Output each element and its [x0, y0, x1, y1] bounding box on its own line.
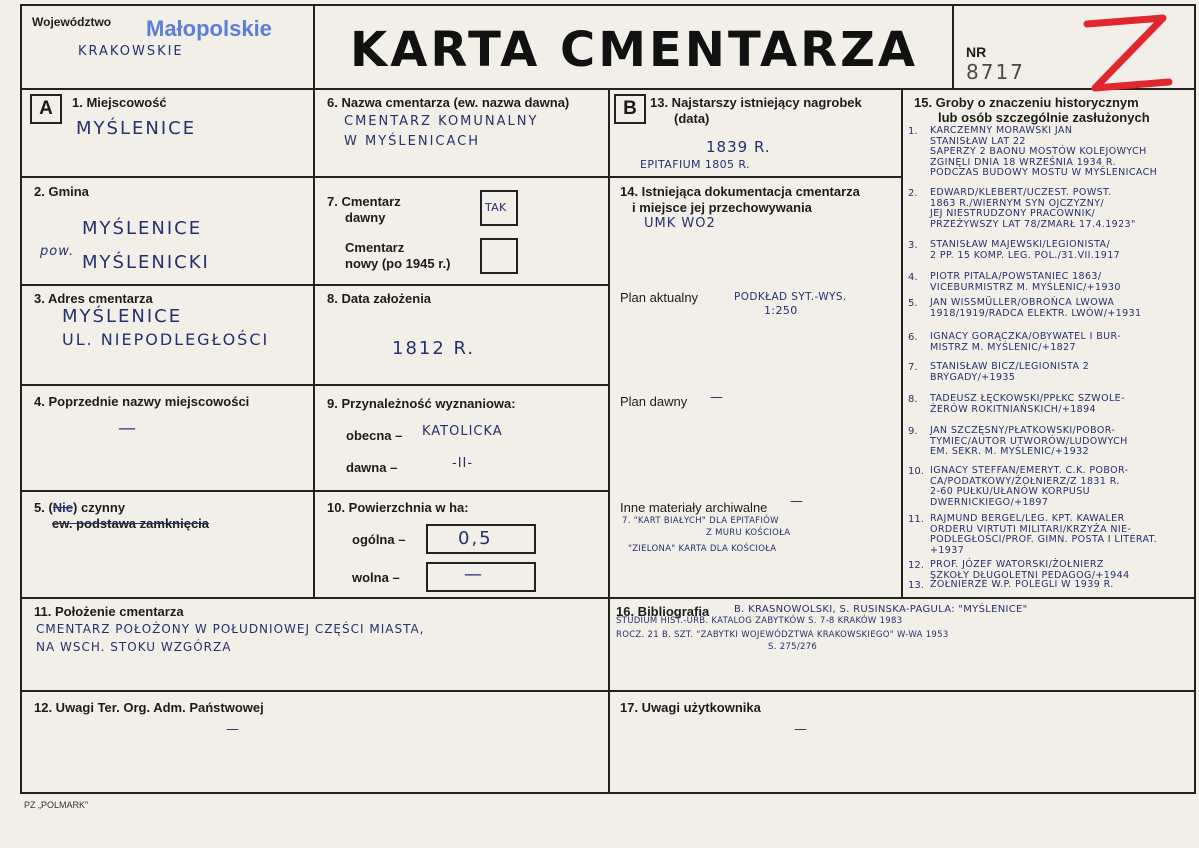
- grave-text: [930, 362, 1196, 383]
- plan-current-value: PODKŁAD SYT.-WYS.: [734, 291, 847, 303]
- grave-text-line: 1863 R./WIERNYM SYN OJCZYZNY/: [930, 197, 1105, 209]
- field-17-value: —: [794, 722, 808, 737]
- old-cemetery-checkbox[interactable]: [480, 190, 518, 226]
- field-2-pow-value: MYŚLENICKI: [82, 252, 210, 273]
- field-14-value: UMK WO2: [644, 216, 716, 231]
- nr-value: 8717: [966, 60, 1025, 84]
- field-6-line1: CMENTARZ KOMUNALNY: [344, 114, 539, 129]
- border-left: [20, 4, 22, 794]
- field-10-free-value: —: [464, 564, 484, 585]
- field-9-label: 9. Przynależność wyznaniowa:: [327, 396, 516, 411]
- field-10-total-box[interactable]: [426, 524, 536, 554]
- grave-text-line: DWERNICKIEGO/+1897: [930, 496, 1049, 508]
- grave-text-line: PROF. JÓZEF WATORSKI/ŻOŁNIERZ: [930, 559, 1104, 570]
- field-13-label2: (data): [674, 111, 710, 126]
- row-line-6: [20, 690, 1196, 692]
- grave-text-line: IGNACY GORĄCZKA/OBYWATEL I BUR-: [930, 331, 1121, 342]
- grave-text-line: SAPERZY 2 BAONU MOSTÓW KOLEJOWYCH: [930, 146, 1147, 157]
- grave-number: 8.: [908, 394, 918, 405]
- other-materials-line3: "ZIELONA" KARTA DLA KOŚCIOŁA: [628, 544, 777, 554]
- other-materials-line1: 7. "KART BIAŁYCH" DLA EPITAFIÓW: [622, 516, 779, 526]
- field-13-label: 13. Najstarszy istniejący nagrobek: [650, 95, 862, 110]
- header-divider-1: [313, 4, 315, 90]
- field-10-free-box[interactable]: [426, 562, 536, 592]
- field-16-line4: S. 275/276: [768, 642, 818, 652]
- grave-number: 1.: [908, 126, 918, 137]
- grave-text-line: PODLEGŁOŚCI/PROF. GIMN. POSTA I LITERAT.: [930, 534, 1158, 545]
- grave-text-line: JAN SZCZĘSNY/PŁATKOWSKI/POBOR-: [930, 425, 1116, 436]
- field-16-line2: STUDIUM HIST.-URB. KATALOG ZABYTKÓW S. 7-8 KRAKÓW 1983: [616, 616, 903, 626]
- grave-text: [930, 426, 1196, 458]
- field-11-line1: CMENTARZ POŁOŻONY W POŁUDNIOWEJ CZĘŚCI MIASTA,: [36, 622, 425, 636]
- field-6-line2: W MYŚLENICACH: [344, 134, 481, 149]
- grave-text-line: STANISŁAW LAT 22: [930, 135, 1026, 147]
- grave-text: [930, 298, 1196, 319]
- grave-text-line: PRZEŻYWSZY LAT 78/ZMARŁ 17.4.1923": [930, 218, 1136, 230]
- field-16-line3: ROCZ. 21 B. SZT. "ZABYTKI WOJEWÓDZTWA KRAKOWSKIEGO" W-WA 1953: [616, 630, 949, 640]
- grave-text: [930, 580, 1196, 591]
- wojewodztwo-label: Województwo: [32, 15, 112, 29]
- field-8-label: 8. Data założenia: [327, 291, 432, 306]
- field-7b-label: Cmentarz: [345, 240, 405, 255]
- field-10-total-label: ogólna –: [352, 532, 406, 547]
- grave-text-line: KARCZEMNY MORAWSKI JAN: [930, 125, 1073, 136]
- grave-text: [930, 240, 1196, 261]
- field-5-label: [34, 500, 125, 516]
- field-10-label: 10. Powierzchnia w ha:: [327, 500, 469, 515]
- grave-text-line: IGNACY STEFFAN/EMERYT. C.K. POBOR-: [930, 465, 1129, 476]
- field-13-value1: 1839 R.: [706, 138, 771, 156]
- grave-text-line: SZKOŁY DŁUGOLETNI PEDAGOG/+1944: [930, 569, 1130, 581]
- field-1-label: 1. Miejscowość: [72, 95, 167, 110]
- grave-text: [930, 272, 1196, 293]
- field-7b-label2: nowy (po 1945 r.): [345, 256, 451, 271]
- col-divider-2: [608, 88, 610, 792]
- plan-old-value: —: [710, 390, 724, 405]
- grave-text-line: RAJMUND BERGEL/LEG. KPT. KAWALER: [930, 513, 1125, 524]
- field-5-label-strike: Nie: [52, 500, 74, 515]
- field-10-free-label: wolna –: [352, 570, 400, 585]
- field-3-line1: MYŚLENICE: [62, 306, 183, 327]
- grave-text: [930, 466, 1196, 508]
- row-line-5: [20, 597, 1196, 599]
- grave-text-line: ŻOŁNIERZE W.P. POLEGLI W 1939 R.: [930, 579, 1114, 590]
- grave-number: 9.: [908, 426, 918, 437]
- header-divider-2: [952, 4, 954, 90]
- field-12-label: 12. Uwagi Ter. Org. Adm. Państwowej: [34, 700, 264, 715]
- field-6-label: 6. Nazwa cmentarza (ew. nazwa dawna): [327, 95, 570, 110]
- printer-mark: PZ „POLMARK”: [24, 800, 89, 810]
- grave-text: [930, 514, 1196, 556]
- field-13-value2: EPITAFIUM 1805 R.: [640, 158, 750, 171]
- grave-text-line: PODCZAS BUDOWY MOSTU W MYŚLENICACH: [930, 167, 1158, 178]
- grave-number: 13.: [908, 580, 924, 591]
- grave-text-line: ŻERÓW ROKITNIAŃSKICH/+1894: [930, 403, 1097, 415]
- field-5-label-post: ) czynny: [73, 500, 126, 515]
- section-b-letter: B: [614, 94, 646, 124]
- plan-current-scale: 1:250: [764, 304, 798, 317]
- field-8-value: 1812 R.: [392, 338, 476, 359]
- grave-text-line: EDWARD/KLEBERT/UCZEST. POWST.: [930, 187, 1112, 198]
- grave-text-line: MISTRZ M. MYŚLENIC/+1827: [930, 341, 1076, 353]
- grave-number: 4.: [908, 272, 918, 283]
- border-top: [20, 4, 1196, 6]
- grave-text-line: STANISŁAW BICZ/LEGIONISTA 2: [930, 361, 1090, 372]
- grave-number: 10.: [908, 466, 924, 477]
- field-11-label: 11. Położenie cmentarza: [34, 604, 184, 619]
- category-mark-z: [1075, 10, 1175, 100]
- grave-text: [930, 394, 1196, 415]
- plan-old-label: Plan dawny: [620, 394, 688, 409]
- grave-number: 12.: [908, 560, 924, 571]
- grave-text-line: STANISŁAW MAJEWSKI/LEGIONISTA/: [930, 239, 1111, 250]
- row-line-3: [20, 384, 609, 386]
- row-line-4: [20, 490, 609, 492]
- grave-text: [930, 188, 1196, 230]
- field-16-label: 16. Bibliografia: [616, 604, 710, 619]
- grave-text: [930, 560, 1196, 581]
- grave-text-line: BRYGADY/+1935: [930, 371, 1016, 383]
- field-2-value: MYŚLENICE: [82, 218, 203, 239]
- grave-text-line: ORDERU VIRTUTI MILITARI/KRZYŻA NIE-: [930, 523, 1132, 535]
- field-9-current-value: KATOLICKA: [422, 424, 503, 439]
- other-materials-label: Inne materiały archiwalne: [620, 500, 768, 515]
- grave-text-line: JAN WISSMÜLLER/OBROŃCA LWOWA: [930, 297, 1115, 308]
- field-2-pow-prefix: pow.: [40, 244, 75, 259]
- field-11-line2: NA WSCH. STOKU WZGÓRZA: [36, 640, 232, 654]
- grave-number: 7.: [908, 362, 918, 373]
- border-bottom: [20, 792, 1196, 794]
- wojewodztwo-stamp: Małopolskie: [146, 16, 272, 41]
- row-line-1: [20, 176, 609, 178]
- grave-text-line: TYMIEC/AUTOR UTWORÓW/LUDOWYCH: [930, 435, 1128, 447]
- grave-text-line: VICEBURMISTRZ M. MYŚLENIC/+1930: [930, 281, 1121, 293]
- field-9-former-label: dawna –: [346, 460, 398, 475]
- field-4-value: —: [118, 418, 138, 439]
- grave-text-line: ZGINĘLI DNIA 18 WRZEŚNIA 1934 R.: [930, 156, 1116, 168]
- col-divider-3: [901, 88, 903, 598]
- grave-text-line: 1918/1919/RADCA ELEKTR. LWÓW/+1931: [930, 307, 1142, 319]
- grave-number: 6.: [908, 332, 918, 343]
- grave-number: 3.: [908, 240, 918, 251]
- wojewodztwo-handwritten: KRAKOWSKIE: [78, 44, 184, 59]
- field-10-total-value: 0,5: [458, 528, 493, 549]
- grave-text-line: TADEUSZ ŁĘCKOWSKI/PPŁKC SZWOLE-: [930, 393, 1125, 404]
- field-15-label2: lub osób szczególnie zasłużonych: [938, 110, 1150, 125]
- field-16-line1: B. KRASNOWOLSKI, S. RUSINSKA-PAGULA: "MYŚLENICE": [734, 604, 1028, 615]
- field-14-label: 14. Istniejąca dokumentacja cmentarza: [620, 184, 860, 199]
- grave-number: 5.: [908, 298, 918, 309]
- section-a-letter: A: [30, 94, 62, 124]
- field-14-label2: i miejsce jej przechowywania: [632, 200, 812, 215]
- field-2-label: 2. Gmina: [34, 184, 89, 199]
- row-line-2: [20, 284, 609, 286]
- field-7-label: 7. Cmentarz: [327, 194, 401, 209]
- field-15-label: 15. Groby o znaczeniu historycznym: [914, 95, 1139, 110]
- other-materials-dash: —: [790, 494, 804, 509]
- grave-text-line: +1937: [930, 544, 965, 556]
- row-line-b1: [608, 176, 902, 178]
- field-1-value: MYŚLENICE: [76, 118, 197, 139]
- grave-text-line: CA/PODATKOWY/ŻOŁNIERZ/Z 1831 R.: [930, 475, 1120, 487]
- field-17-label: 17. Uwagi użytkownika: [620, 700, 761, 715]
- field-12-value: —: [226, 722, 240, 737]
- grave-number: 11.: [908, 514, 924, 525]
- grave-text-line: PIOTR PITALA/POWSTANIEC 1863/: [930, 271, 1102, 282]
- field-3-label: 3. Adres cmentarza: [34, 291, 153, 306]
- field-5-sub-label: ew. podstawa zamknięcia: [52, 516, 210, 531]
- field-3-line2: UL. NIEPODLEGŁOŚCI: [62, 330, 270, 349]
- grave-text: [930, 126, 1196, 179]
- field-7-label2: dawny: [345, 210, 386, 225]
- grave-text-line: JEJ NIESTRUDZONY PRACOWNIK/: [930, 208, 1096, 219]
- field-9-current-label: obecna –: [346, 428, 403, 443]
- field-5-label-pre: 5. (: [34, 500, 53, 515]
- grave-text-line: 2 PP. 15 KOMP. LEG. POL./31.VII.1917: [930, 249, 1121, 261]
- other-materials-line2: Z MURU KOŚCIOŁA: [706, 528, 791, 538]
- grave-text-line: 2-60 PUŁKU/UŁANÓW KORPUSU: [930, 486, 1090, 497]
- field-9-former-value: -II-: [452, 456, 474, 471]
- grave-text: [930, 332, 1196, 353]
- col-divider-1: [313, 88, 315, 598]
- old-cemetery-check-value: TAK: [485, 201, 507, 214]
- plan-current-label: Plan aktualny: [620, 290, 699, 305]
- grave-number: 2.: [908, 188, 918, 199]
- page-title: KARTA CMENTARZA: [350, 22, 919, 78]
- field-4-label: 4. Poprzednie nazwy miejscowości: [34, 394, 250, 409]
- new-cemetery-checkbox[interactable]: [480, 238, 518, 274]
- grave-text-line: EM. SEKR. M. MYŚLENIC/+1932: [930, 446, 1090, 457]
- nr-label: NR: [966, 44, 987, 60]
